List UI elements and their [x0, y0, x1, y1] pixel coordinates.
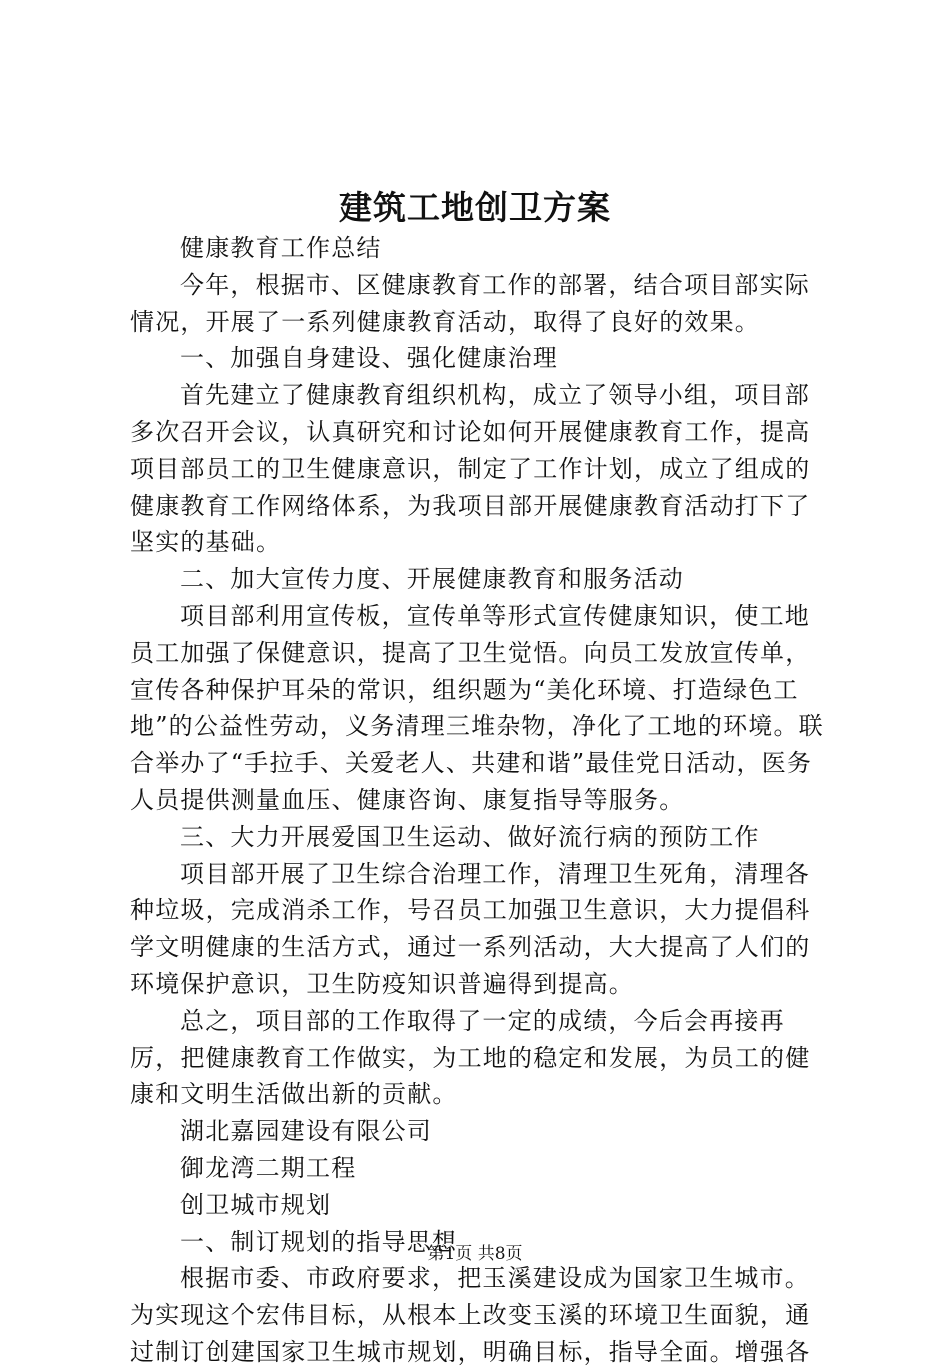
document-title: 建筑工地创卫方案 — [339, 188, 611, 227]
paragraph: 项目部利用宣传板，宣传单等形式宣传健康知识，使工地员工加强了保健意识，提高了卫生觉悟。向员工发放宣传单，宣传各种保护耳朵的常识，组织题为“美化环境、打造绿色工地”的公益性劳动，义务清理三堆杂物，净化了工地的环境。联合举办了“手拉手、关爱老人、共建和谐”最佳党日活动，医务人员提供测量血压、健康咨询、康复指导等服务。 — [130, 601, 824, 814]
subtitle: 创卫城市规划 — [180, 1190, 332, 1219]
paragraph: 首先建立了健康教育组织机构，成立了领导小组，项目部多次召开会议，认真研究和讨论如何开展健康教育工作，提高项目部员工的卫生健康意识，制定了工作计划，成立了组成的健康教育工作网络体系，为我项目部开展健康教育活动打下了坚实的基础。 — [130, 381, 811, 557]
paragraph: 健康教育工作总结 — [180, 234, 382, 262]
paragraph: 根据市委、市政府要求，把玉溪建设成为国家卫生城市。为实现这个宏伟目标，从根本上改变玉溪的环境卫生面貌，通过制订创建国家卫生城市规划，明确目标，指导全面。增强各 — [130, 1264, 811, 1366]
signature-company: 湖北嘉园建设有限公司 — [180, 1117, 432, 1146]
paragraph: 总之，项目部的工作取得了一定的成绩，今后会再接再厉，把健康教育工作做实，为工地的稳定和发展，为员工的健康和文明生活做出新的贡献。 — [130, 1006, 811, 1109]
section-heading: 一、制订规划的指导思想 — [180, 1227, 458, 1256]
paragraph: 今年，根据市、区健康教育工作的部署，结合项目部实际情况，开展了一系列健康教育活动，取得了良好的效果。 — [130, 270, 810, 336]
document-body — [130, 230, 830, 1371]
section-heading: 三、大力开展爱国卫生运动、做好流行病的预防工作 — [180, 822, 760, 851]
section-heading: 二、加大宣传力度、开展健康教育和服务活动 — [180, 565, 684, 594]
page-number-footer: 第1页 共8页 — [427, 1244, 523, 1264]
signature-project: 御龙湾二期工程 — [180, 1153, 357, 1182]
paragraph: 项目部开展了卫生综合治理工作，清理卫生死角，清理各种垃圾，完成消杀工作，号召员工加强卫生意识，大力提倡科学文明健康的生活方式，通过一系列活动，大大提高了人们的环境保护意识，卫生防疫知识普遍得到提高。 — [130, 859, 811, 998]
section-heading: 一、加强自身建设、强化健康治理 — [180, 344, 558, 373]
